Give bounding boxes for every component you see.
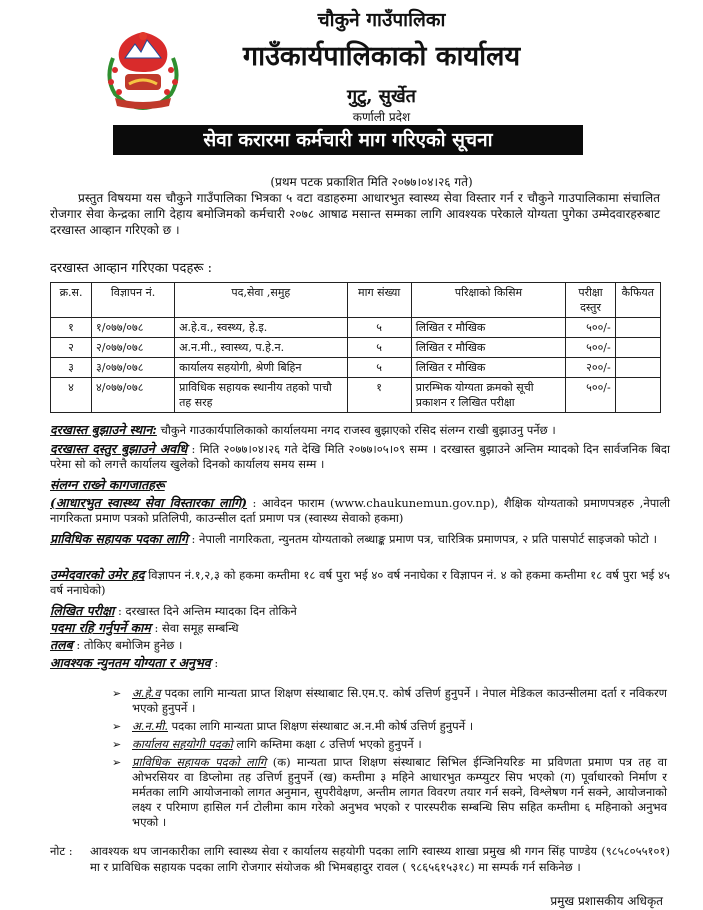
table-row bbox=[51, 378, 661, 413]
cell-serial: ३ bbox=[51, 358, 92, 378]
tech-docs-label: प्राविधिक सहायक पदका लागि bbox=[50, 531, 188, 546]
col-demand: माग संख्या bbox=[347, 283, 411, 318]
qualification-text: पदका लागि मान्यता प्राप्त शिक्षण संस्थाबाट अ.न.मी कोर्ष उत्तिर्ण हुनुपर्ने । bbox=[168, 719, 474, 733]
cell-demand: ५ bbox=[347, 318, 411, 338]
qualification-post-label: कार्यालय सहयोगी पदको bbox=[132, 737, 233, 751]
positions-heading: दरखास्त आव्हान गरिएका पदहरू : bbox=[50, 261, 212, 276]
submit-place-text: चौकुने गाउकार्यपालिकाको कार्यालयमा नगद राजस्व बुझाएको रसिद संलग्न राखी बुझाउनु पर्नेछ । bbox=[156, 423, 556, 437]
qualification-list bbox=[112, 686, 667, 833]
municipality-name: चौकुने गाउँपालिका bbox=[317, 9, 446, 31]
cell-remarks bbox=[615, 378, 660, 413]
cell-post: अ.न.मी., स्वास्थ्य, प.हे.न. bbox=[175, 338, 347, 358]
table-header-row bbox=[51, 283, 661, 318]
duties-label: पदमा रहि गर्नुपर्ने काम bbox=[50, 620, 151, 635]
deadline-text: : मिति २०७७।०४।२६ गते देखि मिति २०७७।०५।०९ सम्म । दरखास्त बुझाउने अन्तिम म्यादको दिन सार्वजनिक बिदा परेमा सो को लगत्तै कार्यालय खुलेको दिनको कार्यालय समय सम्म । bbox=[50, 442, 671, 471]
cell-ad-number: ४/०७७/०७८ bbox=[92, 378, 175, 413]
cell-post: अ.हे.व., स्वस्थ्य, हे.इ. bbox=[175, 318, 347, 338]
cell-exam-fee: ५००/- bbox=[566, 378, 615, 413]
col-exam-type: परिक्षाको किसिम bbox=[411, 283, 566, 318]
tech-docs-text: : नेपाली नागरिकता, न्युनतम योग्यताको लब्धाङ्क प्रमाण पत्र, चारित्रिक प्रमाणपत्र, २ प्रति पासपोर्ट साइजको फोटो । bbox=[187, 532, 657, 546]
qualification-text: पदका लागि मान्यता प्राप्त शिक्षण संस्थाबाट सि.एम.ए. कोर्ष उत्तिर्ण हुनुपर्ने । नेपाल मेडिकल काउन्सीलमा दर्ता र नविकरण भएको हुनुपर्ने । bbox=[132, 686, 667, 715]
notice-title-banner: सेवा करारमा कर्मचारी माग गरिएको सूचना bbox=[113, 125, 583, 155]
cell-ad-number: २/०७७/०७८ bbox=[92, 338, 175, 358]
list-item bbox=[112, 755, 667, 830]
salary-section bbox=[50, 637, 670, 653]
health-docs-label: (आधारभुत स्वास्थ्य सेवा विस्तारका लागि) bbox=[50, 495, 248, 510]
office-location: गुटु, सुर्खेत bbox=[347, 86, 416, 107]
cell-exam-fee: २००/- bbox=[566, 358, 615, 378]
cell-serial: ४ bbox=[51, 378, 92, 413]
table-row bbox=[51, 358, 661, 378]
cell-remarks bbox=[615, 358, 660, 378]
age-limit-label: उम्मेदवारको उमेर हद bbox=[50, 567, 145, 582]
qualification-post-label: प्राविधिक सहायक पदको लागि bbox=[132, 755, 267, 769]
salary-label: तलब bbox=[50, 637, 73, 652]
table-row bbox=[51, 338, 661, 358]
deadline-section bbox=[50, 441, 670, 472]
written-exam-label: लिखित परीक्षा bbox=[50, 603, 115, 618]
cell-exam-fee: ५००/- bbox=[566, 318, 615, 338]
table-row bbox=[51, 318, 661, 338]
col-exam-fee: परीक्षा दस्तुर bbox=[566, 283, 615, 318]
cell-exam-type: प्रारम्भिक योग्यता क्रमको सूची प्रकाशन र लिखित परीक्षा bbox=[411, 378, 566, 413]
cell-ad-number: १/०७७/०७८ bbox=[92, 318, 175, 338]
qualification-text: (क) मान्यता प्राप्त शिक्षण संस्थाबाट सिभिल ईन्जिनियरिङ मा प्रविणता प्रमाण पत्र तह वा ओभरसियर वा डिप्लोमा तह उत्तिर्ण हुनुपर्ने (ख) कम्तीमा ३ महिने आधारभुत कम्प्युटर सिप भएको (ग) पूर्वाधारको निर्माण र मर्मतका लागि आयोजनाको लागत अनुमान, सुपरीवेक्षण, अन्तीम लागत विवरण तयार गर्न सक्ने, विश्लेषण गर्न सक्ने, आयोजनाको लक्ष्य र परिमाण हासिल गर्न टोलीमा काम गरेको अनुभव भएको र पारस्परीक सम्बन्धि सिप सहित कम्तीमा ६ महिनाको अनुभव भएको । bbox=[132, 755, 667, 829]
positions-table bbox=[50, 282, 661, 413]
intro-paragraph: प्रस्तुत विषयमा यस चौकुने गाउँपालिका भित्रका ५ वटा वडाहरुमा आधारभुत स्वास्थ्य सेवा विस्तार गर्न र चौकुने गाउपालिकामा संचालित रोजगार सेवा केन्द्रका लागि देहाय बमोजिमको कर्मचारी २०७८ आषाढ मसान्त सम्मका लागि आवश्यक परेकाले योग्यता पुगेका उम्मेदवारहरुबाट दरखास्त आव्हान गरिएको छ । bbox=[50, 191, 660, 237]
cell-post: कार्यालय सहयोगी, श्रेणी बिहिन bbox=[175, 358, 347, 378]
cell-demand: ५ bbox=[347, 338, 411, 358]
age-limit-section bbox=[50, 567, 670, 598]
cell-exam-type: लिखित र मौखिक bbox=[411, 358, 566, 378]
list-item bbox=[112, 686, 667, 716]
arrow-bullet-icon: ➢ bbox=[112, 687, 122, 700]
cell-post: प्राविधिक सहायक स्थानीय तहको पाचौ तह सरह bbox=[175, 378, 347, 413]
qualification-text: : bbox=[210, 656, 219, 670]
written-exam-section bbox=[50, 603, 670, 619]
list-item bbox=[112, 737, 667, 752]
cell-remarks bbox=[615, 338, 660, 358]
note-text: आवश्यक थप जानकारीका लागि स्वास्थ्य सेवा र कार्यालय सहयोगी पदका लागि स्वास्थ्य शाखा प्रमुख श्री गगन सिंह पाण्डेय (९८५८०५५१०१) मा र प्राविधिक सहायक पदका लागि रोजगार संयोजक श्री भिमबहादुर रावल ( ९८६५६१५३१८) मा सम्पर्क गर्न सकिनेछ । bbox=[90, 844, 670, 874]
cell-exam-type: लिखित र मौखिक bbox=[411, 318, 566, 338]
qualification-label: आवश्यक न्युनतम योग्यता र अनुभव bbox=[50, 655, 211, 670]
office-name: गाउँकार्यपालिकाको कार्यालय bbox=[242, 41, 521, 72]
signature-title: प्रमुख प्रशासकीय अधिकृत bbox=[550, 894, 663, 908]
col-ad-number: विज्ञापन नं. bbox=[92, 283, 175, 318]
list-item bbox=[112, 719, 667, 734]
written-exam-text: : दरखास्त दिने अन्तिम म्यादका दिन तोकिने bbox=[114, 604, 297, 618]
duties-text: : सेवा समूह सम्बन्धि bbox=[150, 621, 239, 635]
cell-serial: १ bbox=[51, 318, 92, 338]
qualification-heading-section bbox=[50, 655, 670, 671]
duties-section bbox=[50, 620, 670, 636]
health-docs-section bbox=[50, 495, 670, 526]
health-docs-text: : आवेदन फाराम (www.chaukunemun.gov.np), शैक्षिक योग्यताको प्रमाणपत्रहरु ,नेपाली नागरिकता प्रमाण पत्रको प्रतिलिपी, काउन्सील दर्ता प्रमाण पत्र (स्वास्थ्य सेवाको हकमा) bbox=[50, 496, 670, 525]
qualification-post-label: अ.हे.व bbox=[132, 686, 161, 700]
note-label: नोट : bbox=[50, 844, 73, 858]
attachments-heading-section bbox=[50, 477, 670, 493]
cell-remarks bbox=[615, 318, 660, 338]
cell-demand: १ bbox=[347, 378, 411, 413]
col-serial: क्र.स. bbox=[51, 283, 92, 318]
age-limit-text: विज्ञापन नं.१,२,३ को हकमा कम्तीमा १८ वर्ष पुरा भई ४० वर्ष ननाघेका र विज्ञापन नं. ४ को हकमा कम्तीमा १८ वर्ष पुरा भई ४५ वर्ष ननाघेको) bbox=[50, 568, 671, 597]
col-remarks: कैफियत bbox=[615, 283, 660, 318]
arrow-bullet-icon: ➢ bbox=[112, 720, 122, 733]
attachments-label: संलग्न राख्ने कागजातहरू bbox=[50, 477, 165, 492]
cell-demand: ५ bbox=[347, 358, 411, 378]
publication-date: (प्रथम पटक प्रकाशित मिति २०७७।०४।२६ गते) bbox=[270, 175, 473, 189]
arrow-bullet-icon: ➢ bbox=[112, 738, 122, 751]
deadline-label: दरखास्त दस्तुर बुझाउने अवधि bbox=[50, 441, 188, 456]
province-name: कर्णाली प्रदेश bbox=[352, 110, 411, 124]
qualification-text: लागि कम्तिमा कक्षा ८ उत्तिर्ण भएको हुनुपर्ने । bbox=[232, 737, 422, 751]
salary-text: : तोकिए बमोजिम हुनेछ । bbox=[72, 638, 183, 652]
submit-place-label: दरखास्त बुझाउने स्थान: bbox=[50, 422, 157, 437]
arrow-bullet-icon: ➢ bbox=[112, 756, 122, 769]
submit-place-section bbox=[50, 422, 670, 438]
cell-exam-fee: ५००/- bbox=[566, 338, 615, 358]
tech-docs-section bbox=[50, 531, 670, 547]
cell-exam-type: लिखित र मौखिक bbox=[411, 338, 566, 358]
cell-serial: २ bbox=[51, 338, 92, 358]
cell-ad-number: ३/०७७/०७८ bbox=[92, 358, 175, 378]
col-post: पद,सेवा ,समुह bbox=[175, 283, 347, 318]
qualification-post-label: अ.न.मी. bbox=[132, 719, 168, 733]
